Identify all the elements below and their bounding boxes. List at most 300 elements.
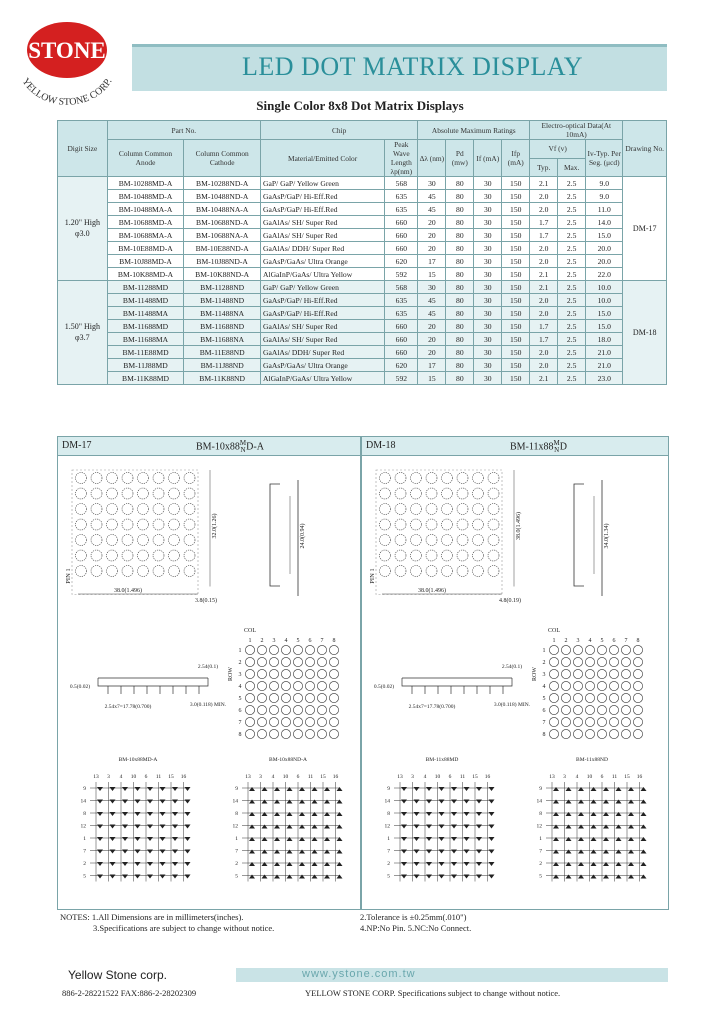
cell-color: AlGaInP/GaAs/ Ultra Yellow <box>260 268 384 281</box>
led-diode-symbol <box>122 800 128 804</box>
led-diode-symbol <box>439 862 445 866</box>
led-diode-symbol <box>464 825 470 829</box>
schematic-pin-number: 12 <box>80 823 86 830</box>
led-diode-symbol <box>135 837 141 841</box>
led-dot <box>317 645 326 654</box>
drawing-dm18 <box>362 456 668 908</box>
col-number: 8 <box>636 638 640 644</box>
cell-anode: BM-10688MA-A <box>107 229 184 242</box>
cell-pd: 80 <box>446 177 474 190</box>
led-diode-symbol <box>628 875 634 879</box>
cell-max: 2.5 <box>558 190 586 203</box>
cell-anode: BM-10488MA-A <box>107 203 184 216</box>
led-diode-symbol <box>553 787 559 791</box>
led-dot <box>426 566 437 577</box>
page-subtitle: Single Color 8x8 Dot Matrix Displays <box>256 98 464 113</box>
led-dot <box>184 566 195 577</box>
cell-ifp: 150 <box>502 346 530 359</box>
cell-anode: BM-11E88MD <box>107 346 184 359</box>
cell-typ: 2.1 <box>530 177 558 190</box>
led-diode-symbol <box>274 800 280 804</box>
led-dot <box>281 693 290 702</box>
led-dot <box>561 645 570 654</box>
led-diode-symbol <box>566 825 572 829</box>
led-diode-symbol <box>147 837 153 841</box>
led-dot <box>107 504 118 515</box>
led-diode-symbol <box>324 875 330 879</box>
footer-url-link[interactable]: www.ystone.com.tw <box>302 968 416 980</box>
led-dot <box>380 504 391 515</box>
footer-disclaimer: YELLOW STONE CORP. Specifications subject to change without notice. <box>305 988 561 998</box>
led-diode-symbol <box>122 875 128 879</box>
led-dot <box>426 488 437 499</box>
led-diode-symbol <box>628 850 634 854</box>
led-diode-symbol <box>628 812 634 816</box>
led-dot <box>633 693 642 702</box>
schematic-pin-number: 1 <box>387 836 390 842</box>
led-diode-symbol <box>337 850 343 854</box>
led-diode-symbol <box>628 825 634 829</box>
cell-color: GaAlAs/ SH/ Super Red <box>260 216 384 229</box>
cell-if: 30 <box>474 255 502 268</box>
led-dot <box>442 473 453 484</box>
led-diode-symbol <box>591 875 597 879</box>
cell-iv: 9.0 <box>586 177 623 190</box>
led-diode-symbol <box>135 800 141 804</box>
led-dot <box>91 519 102 530</box>
cell-if: 30 <box>474 190 502 203</box>
cell-cathode: BM-10E88ND-A <box>184 242 261 255</box>
dim-min: 3.0(0.118) MIN. <box>189 702 227 708</box>
dim-width: 38.0(1.496) <box>418 588 446 594</box>
header-peak: Peak Wave Length λp(nm) <box>385 140 418 177</box>
cell-wl: 660 <box>385 346 418 359</box>
schematic-caption: BM-10x88ND-A <box>269 757 307 763</box>
led-dot <box>597 669 606 678</box>
table-row <box>58 372 667 385</box>
led-dot <box>76 504 87 515</box>
led-diode-symbol <box>603 825 609 829</box>
led-dot <box>281 669 290 678</box>
col-number: 7 <box>624 638 628 644</box>
row-number: 7 <box>238 720 242 726</box>
led-diode-symbol <box>274 825 280 829</box>
led-dot <box>107 519 118 530</box>
row-number: 6 <box>542 708 546 714</box>
led-diode-symbol <box>135 787 141 791</box>
company-logo <box>8 12 126 106</box>
led-dot <box>561 705 570 714</box>
led-diode-symbol <box>464 875 470 879</box>
led-diode-symbol <box>641 787 647 791</box>
led-dot <box>153 550 164 561</box>
led-dot <box>269 669 278 678</box>
header-pd: Pd (mw) <box>446 140 474 177</box>
led-diode-symbol <box>603 862 609 866</box>
side-view-outline <box>270 480 298 596</box>
cell-wl: 660 <box>385 320 418 333</box>
cell-iv: 21.0 <box>586 359 623 372</box>
led-dot <box>91 535 102 546</box>
cell-max: 2.5 <box>558 229 586 242</box>
col-number: 5 <box>296 638 300 644</box>
cell-dl: 15 <box>418 372 446 385</box>
led-diode-symbol <box>185 875 191 879</box>
led-dot <box>609 705 618 714</box>
header-drawing: Drawing No. <box>623 121 667 177</box>
schematic-pin-number: 5 <box>539 873 542 880</box>
led-diode-symbol <box>160 875 166 879</box>
led-diode-symbol <box>578 800 584 804</box>
cell-max: 2.5 <box>558 359 586 372</box>
dim-pitch: 4.8(0.19) <box>499 598 521 604</box>
led-dot <box>609 681 618 690</box>
cell-ifp: 150 <box>502 294 530 307</box>
cell-wl: 635 <box>385 203 418 216</box>
drawing-panel-dm17 <box>57 436 361 910</box>
led-diode-symbol <box>324 862 330 866</box>
led-diode-symbol <box>426 787 432 791</box>
led-dot <box>329 717 338 726</box>
led-diode-symbol <box>312 787 318 791</box>
cell-ifp: 150 <box>502 216 530 229</box>
cell-wl: 660 <box>385 242 418 255</box>
digit-size-cell: 1.50" High φ3.7 <box>58 281 108 385</box>
led-dot <box>395 566 406 577</box>
led-diode-symbol <box>426 850 432 854</box>
led-diode-symbol <box>476 787 482 791</box>
led-dot <box>269 693 278 702</box>
header-abs: Absolute Maximum Ratings <box>418 121 530 140</box>
led-dot <box>76 550 87 561</box>
led-dot <box>457 535 468 546</box>
led-dot <box>473 550 484 561</box>
schematic-pin-number: 6 <box>600 774 604 780</box>
cell-ifp: 150 <box>502 242 530 255</box>
led-dot <box>473 473 484 484</box>
led-dot <box>305 717 314 726</box>
led-diode-symbol <box>464 800 470 804</box>
led-dot <box>561 681 570 690</box>
cell-max: 2.5 <box>558 320 586 333</box>
led-dot <box>257 729 266 738</box>
led-diode-symbol <box>110 825 116 829</box>
cell-iv: 10.0 <box>586 281 623 294</box>
cell-wl: 568 <box>385 177 418 190</box>
led-dot <box>138 566 149 577</box>
cell-wl: 620 <box>385 359 418 372</box>
led-diode-symbol <box>274 787 280 791</box>
led-diode-symbol <box>147 800 153 804</box>
cell-cathode: BM-11J88ND <box>184 359 261 372</box>
led-diode-symbol <box>591 862 597 866</box>
cell-iv: 18.0 <box>586 333 623 346</box>
led-dot <box>257 657 266 666</box>
led-diode-symbol <box>122 787 128 791</box>
cell-ifp: 150 <box>502 359 530 372</box>
header-typ: Typ. <box>530 158 558 177</box>
cell-wl: 592 <box>385 372 418 385</box>
led-diode-symbol <box>566 875 572 879</box>
led-dot <box>585 729 594 738</box>
cell-anode: BM-11688MD <box>107 320 184 333</box>
led-dot <box>138 550 149 561</box>
schematic-pin-number: 7 <box>387 848 390 855</box>
led-dot <box>169 550 180 561</box>
row-number: 6 <box>238 708 242 714</box>
led-dot <box>269 705 278 714</box>
led-diode-symbol <box>110 800 116 804</box>
drawing-tag: DM-17 <box>62 440 92 451</box>
led-dot <box>609 717 618 726</box>
cell-pd: 80 <box>446 203 474 216</box>
led-diode-symbol <box>312 837 318 841</box>
cell-iv: 15.0 <box>586 320 623 333</box>
led-diode-symbol <box>401 787 407 791</box>
led-diode-symbol <box>414 812 420 816</box>
led-diode-symbol <box>476 862 482 866</box>
led-dot <box>257 669 266 678</box>
led-dot <box>245 657 254 666</box>
cell-max: 2.5 <box>558 242 586 255</box>
led-diode-symbol <box>172 825 178 829</box>
schematic-pin-number: 14 <box>536 798 542 805</box>
cell-dl: 45 <box>418 307 446 320</box>
led-diode-symbol <box>135 825 141 829</box>
led-dot <box>411 488 422 499</box>
schematic-pin-number: 11 <box>611 774 618 780</box>
led-diode-symbol <box>476 875 482 879</box>
led-dot <box>473 488 484 499</box>
col-number: 7 <box>320 638 324 644</box>
led-diode-symbol <box>299 837 305 841</box>
led-dot <box>488 488 499 499</box>
table-row <box>58 216 667 229</box>
schematic-pin-number: 1 <box>83 836 86 842</box>
cell-if: 30 <box>474 203 502 216</box>
cell-typ: 2.0 <box>530 255 558 268</box>
led-diode-symbol <box>489 800 495 804</box>
led-diode-symbol <box>312 800 318 804</box>
led-dot <box>153 504 164 515</box>
cell-cathode: BM-11688ND <box>184 320 261 333</box>
cell-pd: 80 <box>446 242 474 255</box>
cell-color: GaP/ GaP/ Yellow Green <box>260 177 384 190</box>
led-dot <box>305 645 314 654</box>
led-diode-symbol <box>185 812 191 816</box>
schematic-pin-number: 8 <box>235 811 238 817</box>
led-diode-symbol <box>591 850 597 854</box>
dim-width: 38.0(1.496) <box>114 588 142 594</box>
cell-wl: 568 <box>385 281 418 294</box>
cell-iv: 22.0 <box>586 268 623 281</box>
schematic-pin-number: 14 <box>232 798 238 805</box>
cell-anode: BM-10K88MD-A <box>107 268 184 281</box>
cell-dl: 45 <box>418 190 446 203</box>
led-dot <box>597 681 606 690</box>
led-dot <box>573 669 582 678</box>
col-number: 2 <box>260 638 264 644</box>
header-col-anode: Column Common Anode <box>107 140 184 177</box>
cell-iv: 21.0 <box>586 346 623 359</box>
led-diode-symbol <box>299 800 305 804</box>
led-dot <box>245 705 254 714</box>
led-dot <box>411 504 422 515</box>
led-diode-symbol <box>337 862 343 866</box>
led-diode-symbol <box>274 850 280 854</box>
led-diode-symbol <box>110 837 116 841</box>
cell-iv: 10.0 <box>586 294 623 307</box>
table-row <box>58 268 667 281</box>
led-diode-symbol <box>616 825 622 829</box>
led-dot <box>138 519 149 530</box>
row-number: 8 <box>238 732 242 738</box>
led-dot <box>329 705 338 714</box>
led-diode-symbol <box>426 800 432 804</box>
dim-pin: 2.54(0.1) <box>501 664 523 670</box>
led-diode-symbol <box>603 850 609 854</box>
col-number: 4 <box>588 638 592 644</box>
cell-color: GaAlAs/ DDH/ Super Red <box>260 242 384 255</box>
led-dot <box>153 488 164 499</box>
cell-color: GaAsP/GaP/ Hi-Eff.Red <box>260 203 384 216</box>
led-diode-symbol <box>603 812 609 816</box>
led-dot <box>107 550 118 561</box>
led-dot <box>597 657 606 666</box>
led-diode-symbol <box>337 787 343 791</box>
led-diode-symbol <box>451 837 457 841</box>
led-dot <box>293 717 302 726</box>
cell-anode: BM-11J88MD <box>107 359 184 372</box>
led-diode-symbol <box>160 787 166 791</box>
led-diode-symbol <box>641 825 647 829</box>
led-diode-symbol <box>312 825 318 829</box>
row-label: ROW <box>532 667 538 681</box>
led-diode-symbol <box>287 850 293 854</box>
led-diode-symbol <box>414 850 420 854</box>
cell-max: 2.5 <box>558 346 586 359</box>
row-number: 1 <box>542 648 546 654</box>
led-dot <box>138 473 149 484</box>
led-dot <box>621 705 630 714</box>
led-diode-symbol <box>172 812 178 816</box>
cell-pd: 80 <box>446 320 474 333</box>
cell-wl: 660 <box>385 333 418 346</box>
row-number: 7 <box>542 720 546 726</box>
led-diode-symbol <box>628 800 634 804</box>
led-diode-symbol <box>160 837 166 841</box>
led-diode-symbol <box>249 825 255 829</box>
led-dot <box>293 705 302 714</box>
led-diode-symbol <box>97 862 103 866</box>
led-diode-symbol <box>172 800 178 804</box>
led-dot <box>305 657 314 666</box>
schematic-pin-number: 13 <box>245 774 251 780</box>
led-dot <box>305 705 314 714</box>
cell-if: 30 <box>474 229 502 242</box>
led-diode-symbol <box>476 800 482 804</box>
schematic-pin-number: 12 <box>232 823 238 830</box>
schematic-pin-number: 9 <box>235 786 238 792</box>
led-diode-symbol <box>641 875 647 879</box>
cell-color: GaAsP/GaP/ Hi-Eff.Red <box>260 190 384 203</box>
led-diode-symbol <box>489 825 495 829</box>
led-dot <box>76 535 87 546</box>
led-dot <box>122 519 133 530</box>
table-row <box>58 229 667 242</box>
cell-cathode: BM-11688NA <box>184 333 261 346</box>
cell-iv: 15.0 <box>586 307 623 320</box>
led-diode-symbol <box>641 850 647 854</box>
led-diode-symbol <box>489 812 495 816</box>
cell-color: GaP/ GaP/ Yellow Green <box>260 281 384 294</box>
led-diode-symbol <box>249 787 255 791</box>
cell-typ: 1.7 <box>530 333 558 346</box>
led-dot <box>380 519 391 530</box>
schematic-pin-number: 3 <box>259 774 262 780</box>
led-diode-symbol <box>97 812 103 816</box>
led-diode-symbol <box>553 800 559 804</box>
led-diode-symbol <box>401 800 407 804</box>
cell-dl: 17 <box>418 255 446 268</box>
cell-max: 2.5 <box>558 255 586 268</box>
led-diode-symbol <box>426 862 432 866</box>
led-dot <box>138 488 149 499</box>
led-diode-symbol <box>97 825 103 829</box>
led-diode-symbol <box>566 800 572 804</box>
led-dot <box>257 681 266 690</box>
cell-dl: 20 <box>418 216 446 229</box>
led-dot <box>91 473 102 484</box>
led-dot <box>488 519 499 530</box>
led-diode-symbol <box>603 800 609 804</box>
led-diode-symbol <box>110 812 116 816</box>
led-diode-symbol <box>628 787 634 791</box>
led-dot <box>609 693 618 702</box>
led-dot <box>169 488 180 499</box>
led-diode-symbol <box>172 787 178 791</box>
led-dot <box>317 669 326 678</box>
schematic-pin-number: 7 <box>235 848 238 855</box>
led-dot <box>281 729 290 738</box>
schematic-pin-number: 12 <box>536 823 542 830</box>
cell-dl: 20 <box>418 242 446 255</box>
led-dot <box>317 657 326 666</box>
cell-dl: 30 <box>418 177 446 190</box>
cell-cathode: BM-10688ND-A <box>184 216 261 229</box>
cell-cathode: BM-11488ND <box>184 294 261 307</box>
schematic-pin-number: 5 <box>235 873 238 880</box>
dim-side: 24.0(0.94) <box>300 523 306 549</box>
schematic-pin-number: 8 <box>83 811 86 817</box>
cell-pd: 80 <box>446 294 474 307</box>
led-diode-symbol <box>287 862 293 866</box>
led-dot <box>305 729 314 738</box>
led-diode-symbol <box>414 837 420 841</box>
header-vf: Vf (v) <box>530 140 586 159</box>
led-dot <box>281 681 290 690</box>
schematic-pin-number: 15 <box>168 774 174 780</box>
led-dot <box>573 717 582 726</box>
schematic-pin-number: 3 <box>107 774 110 780</box>
led-dot <box>442 504 453 515</box>
table-row <box>58 242 667 255</box>
led-dot <box>473 566 484 577</box>
cell-dl: 20 <box>418 346 446 359</box>
header-partno: Part No. <box>107 121 260 140</box>
led-diode-symbol <box>287 837 293 841</box>
col-label: COL <box>244 628 256 634</box>
